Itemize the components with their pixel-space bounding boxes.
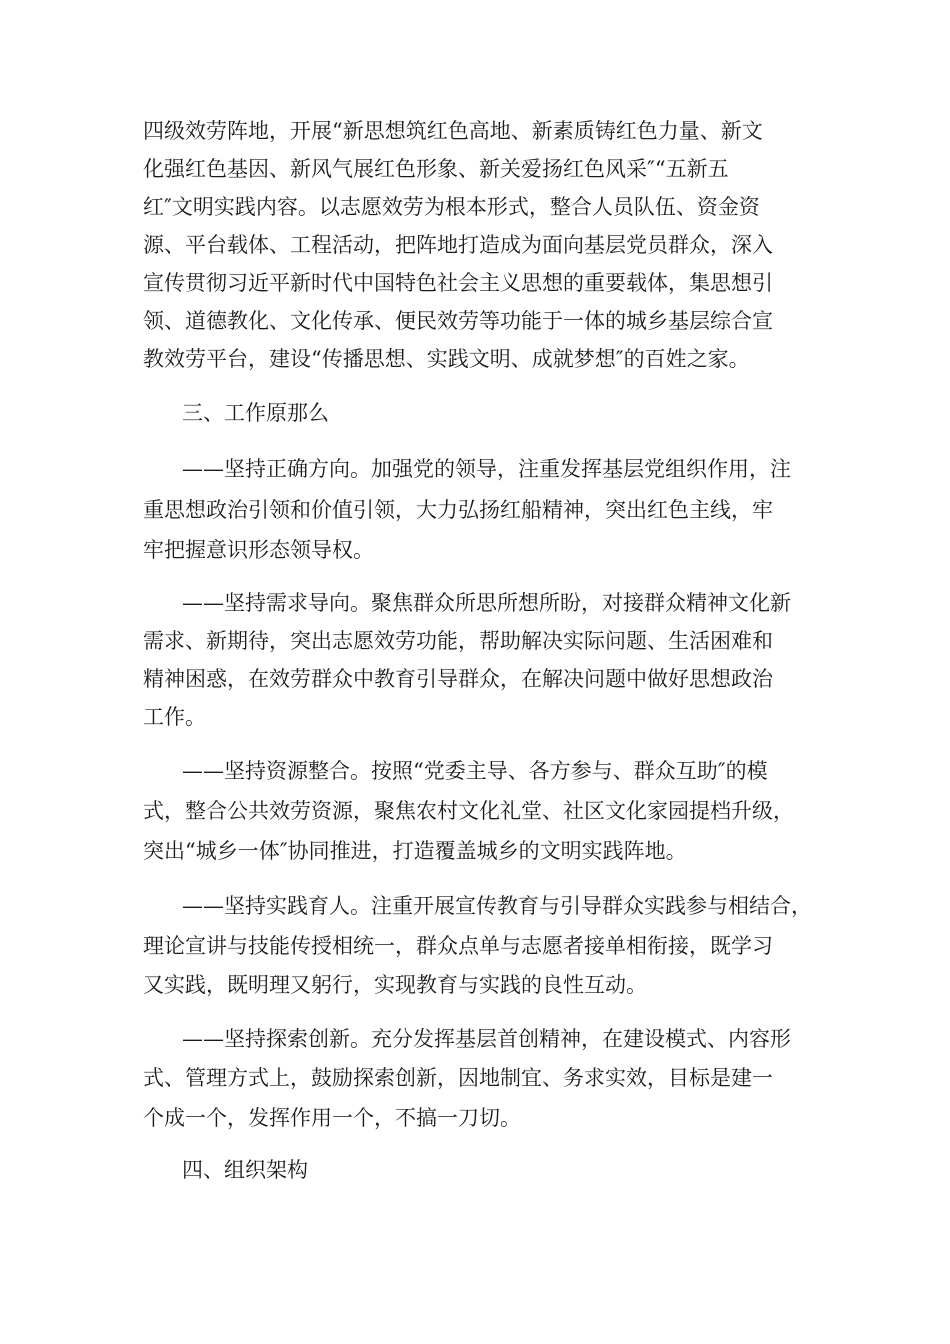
text-line: 教效劳平台，建设“传播思想、实践文明、成就梦想″的百姓之家。 bbox=[143, 347, 750, 371]
text-line: 式、管理方式上，鼓励探索创新，因地制宜、务求实效，目标是建一 bbox=[143, 1066, 773, 1090]
section-heading: 三、工作原那么 bbox=[182, 401, 329, 425]
text-line: ——坚持资源整合。按照“党委主导、各方参与、群众互助″的模 bbox=[182, 759, 768, 783]
text-line: 化强红色基因、新风气展红色形象、新关爱扬红色风采″“五新五 bbox=[143, 157, 729, 181]
text-line: 个成一个，发挥作用一个，不搞一刀切。 bbox=[143, 1106, 521, 1130]
text-line: 四级效劳阵地，开展“新思想筑红色高地、新素质铸红色力量、新文 bbox=[143, 119, 763, 143]
text-line: ——坚持探索创新。充分发挥基层首创精神，在建设模式、内容形 bbox=[182, 1027, 791, 1051]
text-line: 红″文明实践内容。以志愿效劳为根本形式，整合人员队伍、资金资 bbox=[143, 195, 760, 219]
text-line: 突出“城乡一体″协同推进，打造覆盖城乡的文明实践阵地。 bbox=[143, 839, 687, 863]
text-line: 领、道德教化、文化传承、便民效劳等功能于一体的城乡基层综合宣 bbox=[143, 309, 773, 333]
text-line: 需求、新期待，突出志愿效劳功能，帮助解决实际问题、生活困难和 bbox=[143, 629, 773, 653]
text-line: 宣传贯彻习近平新时代中国特色社会主义思想的重要载体，集思想引 bbox=[143, 271, 773, 295]
text-line: ——坚持需求导向。聚焦群众所思所想所盼，对接群众精神文化新 bbox=[182, 591, 791, 615]
text-line: 重思想政治引领和价值引领，大力弘扬红船精神，突出红色主线，牢 bbox=[143, 498, 773, 522]
text-line: ——坚持正确方向。加强党的领导，注重发挥基层党组织作用，注 bbox=[182, 457, 791, 481]
text-line: 理论宣讲与技能传授相统一，群众点单与志愿者接单相衔接，既学习 bbox=[143, 934, 773, 958]
text-line: 工作。 bbox=[143, 705, 206, 729]
text-line: 牢把握意识形态领导权。 bbox=[143, 538, 374, 562]
text-line: 源、平台载体、工程活动，把阵地打造成为面向基层党员群众，深入 bbox=[143, 233, 773, 257]
text-line: ——坚持实践育人。注重开展宣传教育与引导群众实践参与相结合， bbox=[182, 894, 812, 918]
section-heading: 四、组织架构 bbox=[182, 1158, 308, 1182]
text-line: 又实践，既明理又躬行，实现教育与实践的良性互动。 bbox=[143, 973, 647, 997]
text-line: 精神困惑，在效劳群众中教育引导群众，在解决问题中做好思想政治 bbox=[143, 667, 773, 691]
text-line: 式，整合公共效劳资源，聚焦农村文化礼堂、社区文化家园提档升级， bbox=[143, 799, 794, 823]
